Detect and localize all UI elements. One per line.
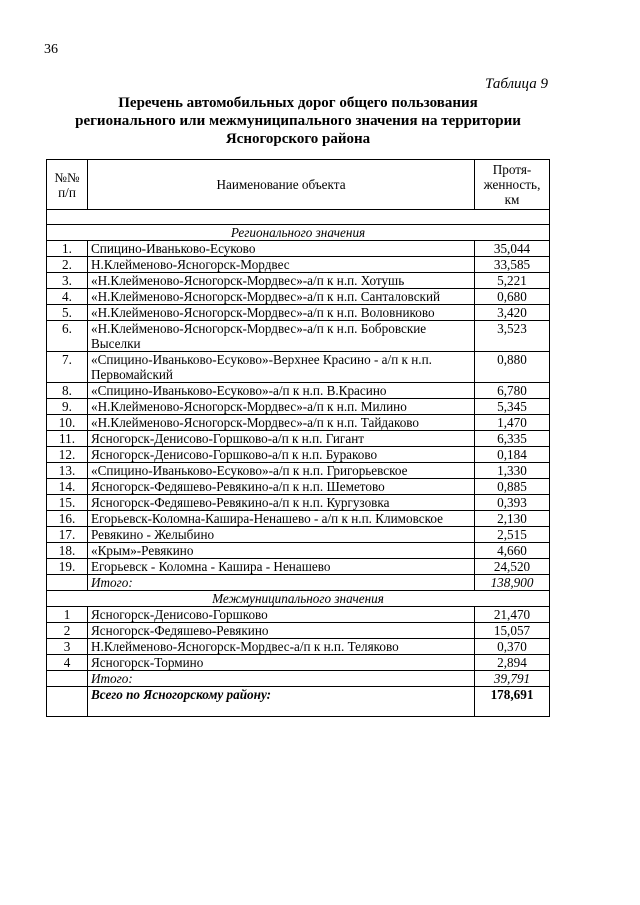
- table-row: [47, 623, 550, 639]
- row-number: 5.: [47, 305, 88, 321]
- subtotal-row: [47, 575, 550, 591]
- road-length: 0,880: [475, 352, 550, 383]
- road-name: «Спицино-Иваньково-Есуково»-Верхнее Красино - а/п к н.п. Первомайский: [88, 352, 475, 383]
- road-name: Ясногорск-Тормино: [88, 655, 475, 671]
- road-name: Егорьевск-Коломна-Кашира-Ненашево - а/п к н.п. Климовское: [88, 511, 475, 527]
- row-number: 18.: [47, 543, 88, 559]
- table-row: [47, 495, 550, 511]
- road-length: 0,370: [475, 639, 550, 655]
- subtotal-value: 138,900: [475, 575, 550, 591]
- table-row: [47, 415, 550, 431]
- roads-table: [46, 159, 550, 717]
- subtotal-value: 39,791: [475, 671, 550, 687]
- road-name: «Н.Клейменово-Ясногорск-Мордвес»-а/п к н.п. Тайдаково: [88, 415, 475, 431]
- road-length: 6,335: [475, 431, 550, 447]
- section-heading: Регионального значения: [47, 225, 550, 241]
- row-number: 8.: [47, 383, 88, 399]
- road-name: Спицино-Иваньково-Есуково: [88, 241, 475, 257]
- grand-total-label: Всего по Ясногорскому району:: [88, 687, 475, 717]
- row-number: 11.: [47, 431, 88, 447]
- header-row: [47, 160, 550, 210]
- row-number: 3: [47, 639, 88, 655]
- table-row: [47, 655, 550, 671]
- road-name: «Н.Клейменово-Ясногорск-Мордвес»-а/п к н.п. Санталовский: [88, 289, 475, 305]
- road-length: 35,044: [475, 241, 550, 257]
- road-length: 1,330: [475, 463, 550, 479]
- table-row: [47, 511, 550, 527]
- document-title: [46, 94, 550, 148]
- header-name: Наименование объекта: [88, 160, 475, 210]
- road-name: «Спицино-Иваньково-Есуково»-а/п к н.п. Григорьевское: [88, 463, 475, 479]
- header-num: №№ п/п: [47, 160, 88, 210]
- row-number: 7.: [47, 352, 88, 383]
- table-row: [47, 289, 550, 305]
- road-length: 21,470: [475, 607, 550, 623]
- row-number: 10.: [47, 415, 88, 431]
- row-number: 16.: [47, 511, 88, 527]
- grand-total-row: [47, 687, 550, 717]
- row-number: 13.: [47, 463, 88, 479]
- row-number: 15.: [47, 495, 88, 511]
- road-length: 0,393: [475, 495, 550, 511]
- subtotal-label: Итого:: [88, 575, 475, 591]
- table-row: [47, 321, 550, 352]
- road-name: Ясногорск-Федяшево-Ревякино: [88, 623, 475, 639]
- road-name: «Н.Клейменово-Ясногорск-Мордвес»-а/п к н.п. Бобровские Выселки: [88, 321, 475, 352]
- road-name: Ясногорск-Денисово-Горшково: [88, 607, 475, 623]
- table-row: [47, 543, 550, 559]
- title-line: Перечень автомобильных дорог общего пользования: [118, 95, 478, 111]
- road-name: Ясногорск-Федяшево-Ревякино-а/п к н.п. Шеметово: [88, 479, 475, 495]
- row-number: 1: [47, 607, 88, 623]
- road-name: Н.Клейменово-Ясногорск-Мордвес-а/п к н.п. Теляково: [88, 639, 475, 655]
- row-number: 12.: [47, 447, 88, 463]
- spacer-row: [47, 210, 550, 225]
- header-length: Протя-женность, км: [475, 160, 550, 210]
- table-row: [47, 479, 550, 495]
- road-name: «Н.Клейменово-Ясногорск-Мордвес»-а/п к н.п. Милино: [88, 399, 475, 415]
- table-row: [47, 383, 550, 399]
- table-row: [47, 527, 550, 543]
- subtotal-row: [47, 671, 550, 687]
- road-length: 2,894: [475, 655, 550, 671]
- table-row: [47, 305, 550, 321]
- grand-total-value: 178,691: [475, 687, 550, 717]
- road-length: 0,680: [475, 289, 550, 305]
- road-length: 6,780: [475, 383, 550, 399]
- table-row: [47, 607, 550, 623]
- title-line: регионального или межмуниципального значения на территории: [75, 113, 521, 129]
- table-row: [47, 273, 550, 289]
- row-number: 17.: [47, 527, 88, 543]
- section-heading-row: [47, 225, 550, 241]
- road-name: Ясногорск-Федяшево-Ревякино-а/п к н.п. Кургузовка: [88, 495, 475, 511]
- road-name: Егорьевск - Коломна - Кашира - Ненашево: [88, 559, 475, 575]
- road-name: Н.Клейменово-Ясногорск-Мордвес: [88, 257, 475, 273]
- road-name: «Спицино-Иваньково-Есуково»-а/п к н.п. В.Красино: [88, 383, 475, 399]
- road-name: «Крым»-Ревякино: [88, 543, 475, 559]
- road-length: 3,420: [475, 305, 550, 321]
- section-heading: Межмуниципального значения: [47, 591, 550, 607]
- table-row: [47, 639, 550, 655]
- page-number: 36: [44, 42, 58, 57]
- section-heading-row: [47, 591, 550, 607]
- row-number: 4: [47, 655, 88, 671]
- table-row: [47, 431, 550, 447]
- table-row: [47, 447, 550, 463]
- table-row: [47, 399, 550, 415]
- road-name: Ясногорск-Денисово-Горшково-а/п к н.п. Бураково: [88, 447, 475, 463]
- table-row: [47, 463, 550, 479]
- row-number: 19.: [47, 559, 88, 575]
- row-number: 6.: [47, 321, 88, 352]
- road-name: Ревякино - Желыбино: [88, 527, 475, 543]
- road-length: 33,585: [475, 257, 550, 273]
- table-row: [47, 559, 550, 575]
- road-length: 15,057: [475, 623, 550, 639]
- road-length: 4,660: [475, 543, 550, 559]
- road-length: 5,221: [475, 273, 550, 289]
- road-length: 0,885: [475, 479, 550, 495]
- row-number: 14.: [47, 479, 88, 495]
- table-row: [47, 257, 550, 273]
- row-number: 9.: [47, 399, 88, 415]
- road-name: «Н.Клейменово-Ясногорск-Мордвес»-а/п к н.п. Хотушь: [88, 273, 475, 289]
- row-number: 2.: [47, 257, 88, 273]
- road-length: 3,523: [475, 321, 550, 352]
- road-name: «Н.Клейменово-Ясногорск-Мордвес»-а/п к н.п. Воловниково: [88, 305, 475, 321]
- table-row: [47, 352, 550, 383]
- subtotal-label: Итого:: [88, 671, 475, 687]
- row-number: 1.: [47, 241, 88, 257]
- road-length: 5,345: [475, 399, 550, 415]
- road-length: 1,470: [475, 415, 550, 431]
- road-length: 2,515: [475, 527, 550, 543]
- road-length: 0,184: [475, 447, 550, 463]
- table-label: Таблица 9: [485, 76, 548, 92]
- title-line: Ясногорского района: [225, 131, 371, 147]
- row-number: 3.: [47, 273, 88, 289]
- row-number: 2: [47, 623, 88, 639]
- road-length: 2,130: [475, 511, 550, 527]
- road-name: Ясногорск-Денисово-Горшково-а/п к н.п. Гигант: [88, 431, 475, 447]
- row-number: 4.: [47, 289, 88, 305]
- road-length: 24,520: [475, 559, 550, 575]
- table-row: [47, 241, 550, 257]
